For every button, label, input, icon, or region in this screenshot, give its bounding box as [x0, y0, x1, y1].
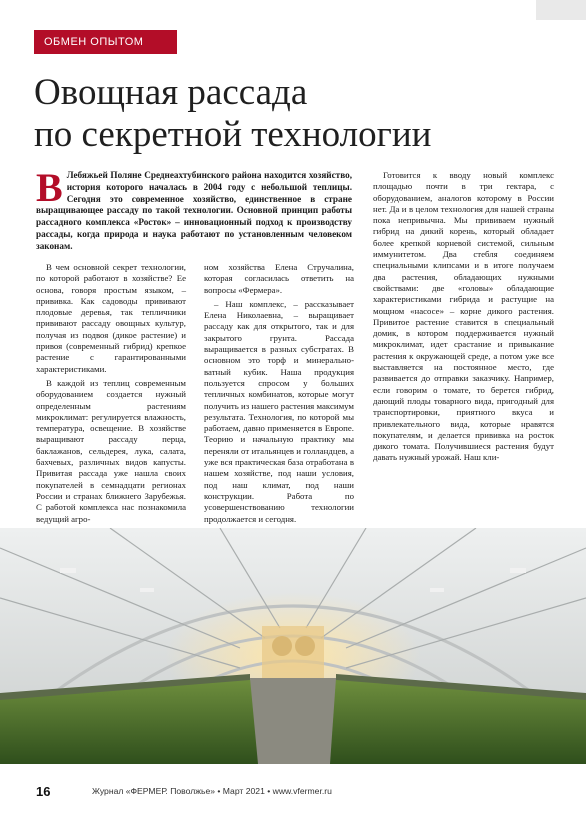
- col1-paragraph-1: В чем основной секрет технологии, по которой работают в хозяйстве? Ее основа, говоря простым языком, – прививка. Как садоводы прививают плодовые деревья, так тепличники прививают рассаду овощных культур, получая из подвоя (дикое растение) и привоя (современный гибрид) крепкое растение с гарантированными характеристиками.: [36, 262, 186, 374]
- col2-paragraph-2: – Наш комплекс, – рассказывает Елена Николаевна, – выращивает рассаду как для открытого, так и для закрытого грунта. Рассада выращивается в разных субстратах. В основном это торф и минерально-ватный кубик. Наша продукция пользуется спросом у больших тепличных комбинатов, которые могут получить из нашего растения максимум результата. Технология, по которой мы работаем, давно применяется в Европе. Теорию и начальную практику мы переняли от итальянцев и голландцев, а уже вся практическая база отработана в нашем хозяйстве, под наши условия, под наш климат, под наши конструкции. Работа по усовершенствованию технологии продолжается и сегодня.: [204, 298, 354, 524]
- footer-text: Журнал «ФЕРМЕР. Поволжье» • Март 2021 • www.vfermer.ru: [92, 786, 332, 796]
- page-footer: [0, 775, 586, 805]
- title-line-1: Овощная рассада: [34, 72, 308, 113]
- page-number: 16: [36, 784, 51, 799]
- section-tag: ОБМЕН ОПЫТОМ: [34, 30, 177, 54]
- column-3: [373, 170, 554, 467]
- drop-cap: В: [36, 165, 63, 210]
- greenhouse-illustration: [0, 528, 586, 764]
- lead-paragraph: [36, 165, 352, 253]
- article-title: [34, 72, 574, 156]
- column-2: [204, 262, 354, 528]
- col2-paragraph-1: ном хозяйства Елена Стручалина, которая согласилась ответить на вопросы «Фермера».: [204, 262, 354, 295]
- title-line-2: по секретной технологии: [34, 114, 432, 155]
- col1-paragraph-2: В каждой из теплиц современным оборудованием создается нужный определенным растениям микроклимат: регулируется влажность, температура, освещение. В хозяйстве выращивают рассаду перца, баклажанов, сельдерея, лука, салата, бахчевых, различных видов капусты. Привитая рассада уже нашла своих покупателей в семнадцати регионах России и странах ближнего Зарубежья. С работой комплекса нас познакомила ведущий агро-: [36, 377, 186, 524]
- top-bar: [0, 0, 586, 20]
- lead-text: Лебяжьей Поляне Среднеахтубинского района находится хозяйство, история которого началась в 2004 году с небольшой теплицы. Сегодня это современное хозяйство, единственное в стране выращивающее рассаду по такой технологии. Основной принцип работы рассадного комплекса «Росток» – инновационный подход к производству рассады, когда природа и наука работают по установленным человеком законам.: [36, 170, 352, 251]
- greenhouse-photo: [0, 528, 586, 764]
- corner-tab: [536, 0, 586, 20]
- col3-paragraph-1: Готовится к вводу новый комплекс площадью почти в три гектара, с оборудованием, аналогов которому в России нет. Да и в целом технология для нашей страны пока непривычна. Мы прививаем нужный гибрид на дикий корень, который обладает более крепкой корневой системой, сильным иммунитетом. Два стебля соединяем специальными клипсами и в итоге получаем два растения, обладающих нужными свойствами: две «головы» обладающие характеристиками гибрида и растущие на мощном «насосе» – корне дикого растения. Привитое растение ставится в специальный домик, в котором поддерживается нужный микроклимат, идет срастание и привыкание растения к окружающей среде, а потом уже все выставляется на постоянное место, где развивается до отправки заказчику. Например, если говорим о томате, то берется гибрид, дающий плоды товарного вида, пригодный для транспортировки, приятного вкуса и привлекательного вида, которые нравятся покупателям, и делается прививка на росток дикого томата. Получившиеся растения будут давать нужный урожай. Наш кли-: [373, 170, 554, 463]
- column-1: [36, 262, 186, 528]
